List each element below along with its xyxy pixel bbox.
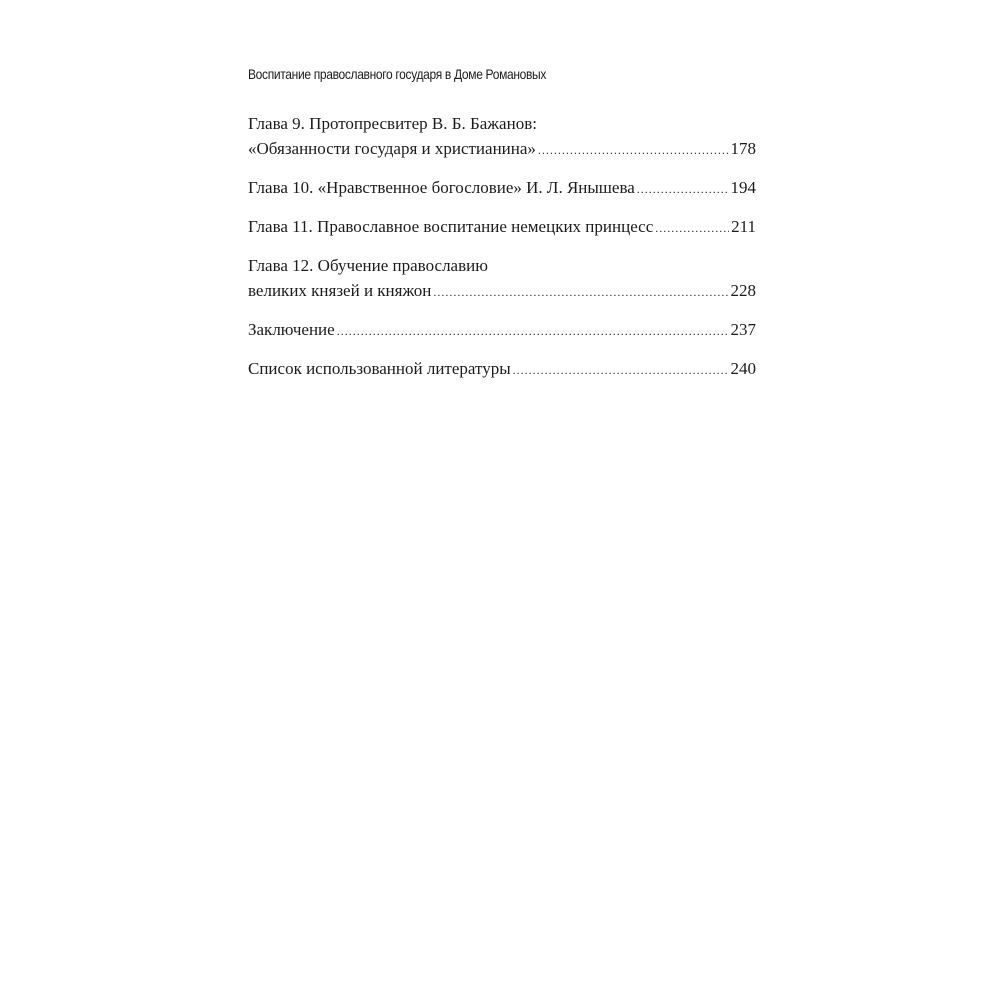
table-of-contents	[248, 111, 756, 395]
toc-page-number: 211	[731, 217, 756, 236]
toc-entry-chapter-9	[248, 111, 756, 161]
dot-leader	[538, 138, 729, 163]
toc-entry-chapter-10	[248, 175, 756, 200]
toc-entry-title-line: Заключение	[248, 320, 335, 339]
toc-entry-bibliography	[248, 356, 756, 381]
toc-page-number: 178	[730, 139, 756, 158]
toc-entry-title-line: великих князей и княжон	[248, 281, 432, 300]
toc-entry-title-line: Глава 11. Православное воспитание немецких принцесс	[248, 217, 654, 236]
toc-entry-chapter-11	[248, 214, 756, 239]
dot-leader	[637, 177, 729, 202]
dot-leader	[433, 280, 728, 305]
dot-leader	[337, 319, 729, 344]
toc-page-number: 228	[730, 281, 756, 300]
running-head-title: Воспитание православного государя в Доме Романовых	[248, 66, 547, 82]
toc-page-number: 194	[730, 178, 756, 197]
dot-leader	[655, 216, 729, 241]
toc-page-number: 240	[730, 359, 756, 378]
toc-page-number: 237	[730, 320, 756, 339]
toc-entry-title-line: Глава 10. «Нравственное богословие» И. Л. Янышева	[248, 178, 635, 197]
toc-entry-title-line: Глава 9. Протопресвитер В. Б. Бажанов:	[248, 114, 537, 133]
toc-entry-title-line: Список использованной литературы	[248, 359, 511, 378]
toc-entry-chapter-12	[248, 253, 756, 303]
toc-entry-conclusion	[248, 317, 756, 342]
toc-entry-title-line: «Обязанности государя и христианина»	[248, 139, 536, 158]
toc-entry-title-line: Глава 12. Обучение православию	[248, 256, 488, 275]
dot-leader	[513, 358, 729, 383]
